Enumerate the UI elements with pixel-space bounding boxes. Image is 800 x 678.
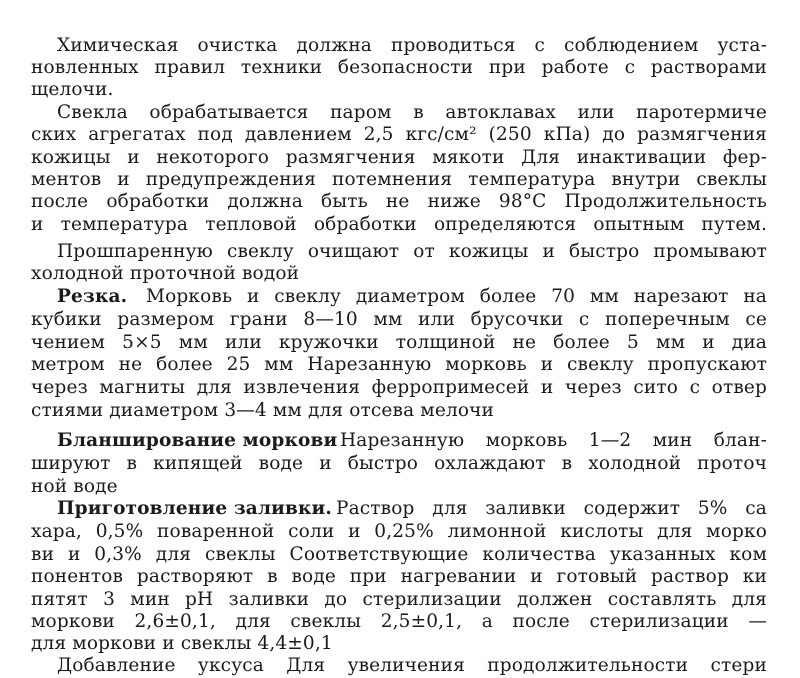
section-heading-filling: Приготовление заливки. — [57, 498, 332, 519]
text-line: после обработки должна быть не ниже 98°С Продолжительность — [31, 191, 767, 212]
text-line: моркови 2,6±0,1, для свеклы 2,5±0,1, а после стерилизации — — [31, 611, 767, 632]
section-heading-cutting: Резка. — [57, 286, 128, 307]
text-line: через магниты для извлечения ферропримесей и через сито с отвер — [31, 377, 767, 398]
text-line: Свекла обрабатывается паром в автоклавах или паротермиче — [57, 102, 767, 123]
text-line: понентов растворяют в воде при нагревании и готовый раствор ки — [31, 566, 767, 587]
text-line: стиями диаметром 3—4 мм для отсева мелочи — [31, 400, 494, 421]
text-line: Морковь и свеклу диаметром более 70 мм нарезают на — [146, 286, 767, 307]
text-line: хара, 0,5% поваренной соли и 0,25% лимонной кислоты для морко — [31, 521, 767, 542]
text-line: ви и 0,3% для свеклы Соответствующие количества указанных ком — [31, 544, 767, 565]
text-line: кожицы и некоторого размягчения мякоти Для инактивации фер- — [31, 147, 767, 168]
text-line: щелочи. — [31, 79, 114, 100]
text-line: Раствор для заливки содержит 5% са — [336, 498, 767, 519]
text-line: кубики размером грани 8—10 мм или брусочки с поперечным се — [31, 309, 767, 330]
text-line: метром не более 25 мм Нарезанную морковь и свеклу пропускают — [31, 354, 767, 375]
text-line: шируют в кипящей воде и быстро охлаждают в холодной проточ — [31, 453, 767, 474]
text-line: для моркови и свеклы 4,4±0,1 — [31, 633, 333, 654]
text-line-partial: Добавление уксуса Для увеличения продолжительности стери — [57, 655, 767, 676]
text-line: пятят 3 мин pH заливки до стерилизации должен составлять для — [31, 589, 767, 610]
text-line: ментов и предупреждения потемнения температура внутри свеклы — [31, 169, 767, 190]
text-line: новленных правил техники безопасности при работе с растворами — [31, 57, 767, 78]
section-heading-blanching: Бланширование моркови — [57, 430, 338, 451]
text-line: ной воде — [31, 476, 118, 497]
text-line: холодной проточной водой — [31, 263, 300, 284]
text-line: Прошпаренную свеклу очищают от кожицы и быстро промывают — [57, 241, 767, 262]
text-line: Химическая очистка должна проводиться с соблюдением уста- — [57, 35, 767, 56]
text-line: ских агрегатах под давлением 2,5 кгс/см² (250 кПа) до размягчения — [31, 124, 767, 145]
text-line: Нарезанную морковь 1—2 мин блан- — [340, 430, 767, 451]
text-line: и температура тепловой обработки определяются опытным путем. — [31, 214, 767, 235]
text-line: чением 5×5 мм или кружочки толщиной не более 5 мм и диа — [31, 332, 767, 353]
